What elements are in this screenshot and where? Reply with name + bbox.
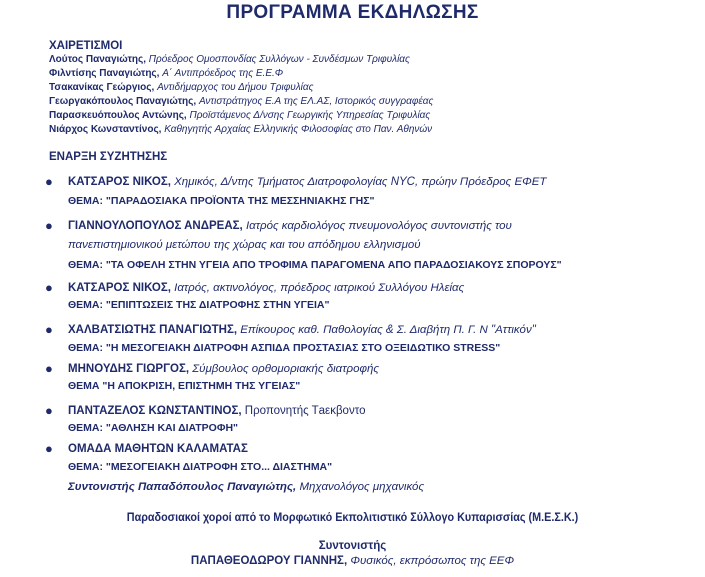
bullet-icon: ●	[45, 218, 53, 233]
bullet-icon: ●	[45, 174, 53, 189]
greeting-row	[49, 53, 433, 67]
speaker-name: ΠΑΝΤΑΖΕΛΟΣ ΚΩΝΣΤΑΝΤΙΝΟΣ,	[68, 405, 242, 417]
speaker-topic: ΘΕΜΑ: "ΜΕΣΟΓΕΙΑΚΗ ΔΙΑΤΡΟΦΗ ΣΤΟ... ΔΙΑΣΤΗΜΑ"	[68, 461, 333, 473]
page-title: ΠΡΟΓΡΑΜΜΑ ΕΚΔΗΛΩΣΗΣ	[226, 2, 479, 23]
coordinator-line	[68, 479, 678, 495]
speaker-name: ΓΙΑΝΝΟΥΛΟΠΟΥΛΟΣ ΑΝΔΡΕΑΣ,	[68, 220, 243, 232]
speaker-name: ΧΑΛΒΑΤΣΙΩΤΗΣ ΠΑΝΑΓΙΩΤΗΣ,	[68, 324, 238, 336]
speaker-line	[68, 441, 678, 457]
coordinator-role: Μηχανολόγος μηχανικός	[299, 481, 425, 493]
greetings-heading: ΧΑΙΡΕΤΙΣΜΟΙ	[49, 40, 123, 52]
bullet-icon: ●	[45, 361, 53, 376]
greeting-role: Αντιστράτηγος Ε.Α της ΕΛ.ΑΣ, Ιστορικός συγγραφέας	[198, 96, 434, 107]
greetings-section	[49, 39, 433, 137]
closing-heading: Συντονιστής	[318, 540, 387, 552]
greeting-row	[49, 123, 433, 137]
dances-note: Παραδοσιακοί χοροί από το Μορφωτικό Εκπολιτιστικό Σύλλογο Κυπαρισσίας (Μ.Ε.Σ.Κ.)	[126, 510, 579, 524]
speaker-role: Προπονητής Τaεκβοντο	[244, 405, 366, 417]
bullet-icon: ●	[45, 280, 53, 295]
speaker-line	[68, 218, 678, 234]
speaker-topic: ΘΕΜΑ: "ΤΑ ΟΦΕΛΗ ΣΤΗΝ ΥΓΕΙΑ ΑΠΟ ΤΡΟΦΙΜΑ ΠΑΡΑΓΟΜΕΝΑ ΑΠΟ ΠΑΡΑΔΟΣΙΑΚΟΥΣ ΣΠΟΡΟΥΣ"	[68, 259, 562, 271]
coordinator-name: Συντονιστής Παπαδόπουλος Παναγιώτης,	[68, 481, 297, 493]
bullet-icon: ●	[45, 322, 53, 337]
greeting-row	[49, 95, 433, 109]
speaker-name: ΜΗΝΟΥΔΗΣ ΓΙΩΡΓΟΣ,	[68, 363, 190, 375]
greeting-role: Αντιδήμαρχος του Δήμου Τριφυλίας	[157, 82, 314, 93]
speaker-topic: ΘΕΜΑ: "ΠΑΡΑΔΟΣΙΑΚΑ ΠΡΟΪΟΝΤΑ ΤΗΣ ΜΕΣΣΗΝΙΑΚΗΣ ΓΗΣ"	[68, 195, 375, 207]
speaker-role: Επίκουρος καθ. Παθολογίας & Σ. Διαβήτη Π. Γ. Ν "Αττικόν"	[240, 324, 536, 336]
greeting-name: Νιάρχος Κωνσταντίνος,	[49, 124, 162, 135]
speaker-line	[68, 280, 678, 296]
speaker-role: Σύμβουλος ορθομοριακής διατροφής	[192, 363, 379, 375]
speaker-name: ΚΑΤΣΑΡΟΣ ΝΙΚΟΣ,	[68, 176, 171, 188]
greeting-name: Παρασκευόπουλος Αντώνης,	[49, 110, 187, 121]
closing-line	[0, 555, 705, 567]
closing-role: Φυσικός, εκπρόσωπος της ΕΕΦ	[350, 555, 515, 567]
greeting-row	[49, 67, 433, 81]
greeting-role: Πρόεδρος Ομοσπονδίας Συλλόγων - Συνδέσμων Τριφυλίας	[148, 54, 410, 65]
speaker-name: ΟΜΑΔΑ ΜΑΘΗΤΩΝ ΚΑΛΑΜΑΤΑΣ	[68, 443, 248, 455]
greeting-row	[49, 109, 433, 123]
greeting-role: Προϊστάμενος Δ/νσης Γεωργικής Υπηρεσίας Τριφυλίας	[189, 110, 431, 121]
bullet-icon: ●	[45, 441, 53, 456]
speaker-role: Χημικός, Δ/ντης Τμήματος Διατροφολογίας NYC, πρώην Πρόεδρος ΕΦΕΤ	[174, 176, 547, 188]
greeting-name: Τσακανίκας Γεώργιος,	[49, 82, 155, 93]
speaker-role: Ιατρός καρδιολόγος πνευμονολόγος συντονιστής του	[245, 220, 512, 232]
bullet-icon: ●	[45, 403, 53, 418]
speaker-role-continued	[68, 237, 678, 253]
closing-name: ΠΑΠΑΘΕΟΔΩΡΟΥ ΓΙΑΝΝΗΣ,	[190, 555, 348, 567]
speaker-topic: ΘΕΜΑ "Η ΑΠΟΚΡΙΣΗ, ΕΠΙΣΤΗΜΗ ΤΗΣ ΥΓΕΙΑΣ"	[68, 380, 301, 392]
greeting-name: Λούτος Παναγιώτης,	[49, 54, 147, 65]
speaker-role: Ιατρός, ακτινολόγος, πρόεδρος ιατρικού Συλλόγου Ηλείας	[174, 282, 465, 294]
speaker-topic: ΘΕΜΑ: "Η ΜΕΣΟΓΕΙΑΚΗ ΔΙΑΤΡΟΦΗ ΑΣΠΙΔΑ ΠΡΟΣΤΑΣΙΑΣ ΣΤΟ ΟΞΕΙΔΩΤΙΚΟ STRESS"	[68, 342, 501, 354]
greeting-role: Α΄ Αντιπρόεδρος της Ε.Ε.Φ	[162, 68, 284, 79]
discussion-heading: ΕΝΑΡΞΗ ΣΥΖΗΤΗΣΗΣ	[49, 151, 168, 163]
speaker-line	[68, 403, 678, 419]
speaker-name: ΚΑΤΣΑΡΟΣ ΝΙΚΟΣ,	[68, 282, 171, 294]
speaker-topic: ΘΕΜΑ: "ΑΘΛΗΣΗ ΚΑΙ ΔΙΑΤΡΟΦΗ"	[68, 422, 239, 434]
speaker-line	[68, 361, 678, 377]
greeting-name: Φιλντίσης Παναγιώτης,	[49, 68, 160, 79]
greeting-role: Καθηγητής Αρχαίας Ελληνικής Φιλοσοφίας στο Παν. Αθηνών	[164, 124, 433, 135]
speaker-line	[68, 322, 678, 338]
greeting-name: Γεωργακόπουλος Παναγιώτης,	[49, 96, 197, 107]
speaker-topic: ΘΕΜΑ: "ΕΠΙΠΤΩΣΕΙΣ ΤΗΣ ΔΙΑΤΡΟΦΗΣ ΣΤΗΝ ΥΓΕΙΑ"	[68, 299, 330, 311]
speaker-role: πανεπιστημιονικού μετώπου της χώρας και του απόδημου ελληνισμού	[68, 239, 421, 251]
greeting-row	[49, 81, 433, 95]
speaker-line	[68, 174, 678, 190]
